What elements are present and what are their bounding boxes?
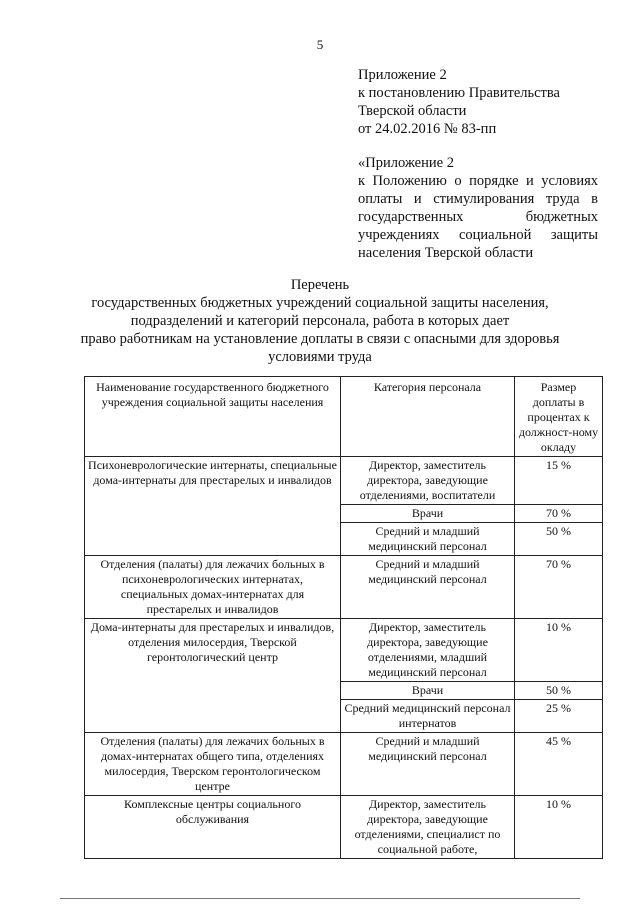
percent-cell: 25 % (515, 700, 603, 733)
table-row (85, 556, 603, 619)
header-institution: Наименование государственного бюджетного учреждения социальной защиты населения (85, 377, 341, 457)
institution-cell: Дома-интернаты для престарелых и инвалидов, отделения милосердия, Тверской геронтологический центр (85, 619, 341, 733)
percent-cell: 15 % (515, 457, 603, 505)
page-bottom-rule (60, 898, 580, 899)
title-line: Перечень (290, 277, 350, 293)
table-row (85, 733, 603, 796)
appendix-line: к постановлению Правительства (358, 85, 560, 101)
institution-cell: Отделения (палаты) для лежачих больных в домах-интернатах общего типа, отделениях милосердия, Тверском геронтологическом центре (85, 733, 341, 796)
appendix-line: от 24.02.2016 № 83-пп (358, 121, 497, 137)
regulation-line: государственных бюджетных (358, 209, 598, 225)
category-cell: Директор, заместитель директора, заведующие отделениями, воспитатели (341, 457, 515, 505)
table-row (85, 619, 603, 682)
title-line: государственных бюджетных учреждений социальной защиты населения, (91, 295, 549, 311)
title-line: подразделений и категорий персонала, работа в которых дает (130, 313, 510, 329)
allowance-table (84, 376, 603, 859)
percent-cell: 50 % (515, 523, 603, 556)
regulation-line: «Приложение 2 (358, 155, 454, 171)
category-cell: Директор, заместитель директора, заведующие отделениями, специалист по социальной работе, (341, 796, 515, 859)
page-number: 5 (316, 37, 324, 52)
institution-cell: Психоневрологические интернаты, специальные дома-интернаты для престарелых и инвалидов (85, 457, 341, 556)
regulation-line: населения Тверской области (358, 245, 534, 261)
percent-cell: 70 % (515, 556, 603, 619)
category-cell: Средний и младший медицинский персонал (341, 733, 515, 796)
category-cell: Средний медицинский персонал интернатов (341, 700, 515, 733)
regulation-line: оплаты и стимулирования труда в (358, 191, 598, 207)
percent-cell: 10 % (515, 619, 603, 682)
percent-cell: 50 % (515, 682, 603, 700)
percent-cell: 45 % (515, 733, 603, 796)
regulation-reference (358, 154, 598, 262)
regulation-line: учреждениях социальной защиты (358, 227, 598, 243)
category-cell: Врачи (341, 505, 515, 523)
table-header-row (85, 377, 603, 457)
regulation-line: к Положению о порядке и условиях (358, 173, 598, 189)
category-cell: Средний и младший медицинский персонал (341, 523, 515, 556)
header-percent: Размер доплаты в процентах к должност-ному окладу (515, 377, 603, 457)
category-cell: Директор, заместитель директора, заведующие отделениями, младший медицинский персонал (341, 619, 515, 682)
table-row (85, 457, 603, 505)
percent-cell: 10 % (515, 796, 603, 859)
document-title (60, 276, 580, 366)
institution-cell: Отделения (палаты) для лежачих больных в психоневрологических интернатах, специальных домах-интернатах для престарелых и инвалидов (85, 556, 341, 619)
percent-cell: 70 % (515, 505, 603, 523)
title-line: право работникам на установление доплаты в связи с опасными для здоровья (80, 331, 560, 347)
appendix-line: Тверской области (358, 103, 467, 119)
header-category: Категория персонала (341, 377, 515, 457)
category-cell: Средний и младший медицинский персонал (341, 556, 515, 619)
appendix-header (358, 66, 598, 138)
institution-cell: Комплексные центры социального обслуживания (85, 796, 341, 859)
title-line: условиями труда (268, 349, 372, 365)
category-cell: Врачи (341, 682, 515, 700)
table-row (85, 796, 603, 859)
appendix-line: Приложение 2 (358, 67, 447, 83)
